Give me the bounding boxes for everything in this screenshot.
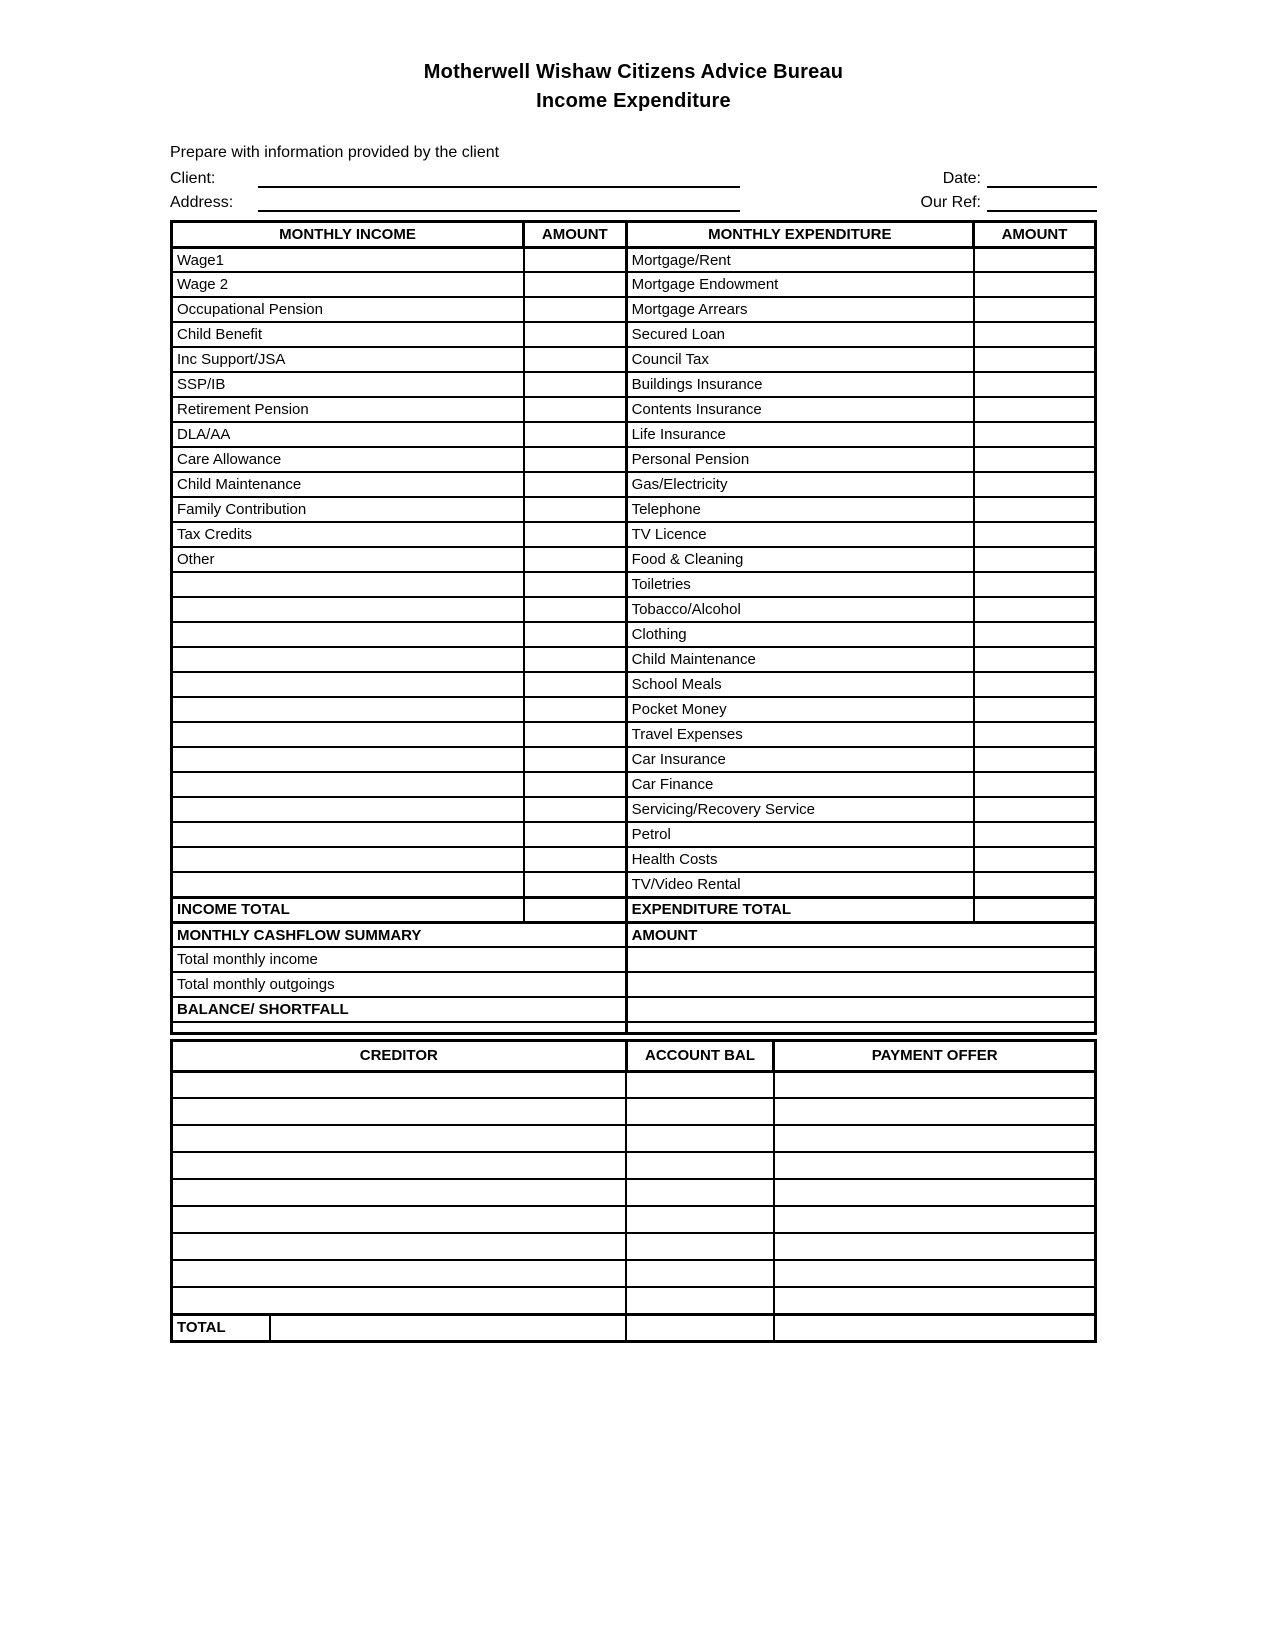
creditor-row (172, 1071, 1096, 1098)
income-total-label: INCOME TOTAL (172, 897, 524, 922)
expenditure-total-amount-cell[interactable] (974, 897, 1096, 922)
date-input-line[interactable] (987, 169, 1097, 188)
summary-row (172, 997, 1096, 1022)
income-label-cell (172, 847, 524, 872)
table-row (172, 747, 1096, 772)
title-line-2: Income Expenditure (536, 90, 731, 112)
table-row (172, 622, 1096, 647)
expenditure-amount-cell[interactable] (974, 547, 1096, 572)
table-row (172, 497, 1096, 522)
income-label-cell (172, 572, 524, 597)
expenditure-amount-cell[interactable] (974, 422, 1096, 447)
creditor-cell[interactable] (172, 1071, 627, 1098)
income-amount-cell[interactable] (524, 647, 627, 672)
monthly-income-header: MONTHLY INCOME (172, 221, 524, 247)
table-row (172, 372, 1096, 397)
summary-row (172, 947, 1096, 972)
balance-shortfall-amount-cell[interactable] (626, 997, 1095, 1022)
our-ref-input-line[interactable] (987, 193, 1097, 212)
income-label-cell: Retirement Pension (172, 397, 524, 422)
income-amount-cell[interactable] (524, 872, 627, 897)
expenditure-label-cell: Council Tax (626, 347, 973, 372)
table-row (172, 647, 1096, 672)
creditor-total-cell[interactable] (270, 1314, 626, 1341)
total-monthly-outgoings-label: Total monthly outgoings (172, 972, 627, 997)
income-amount-cell[interactable] (524, 372, 627, 397)
income-amount-header: AMOUNT (524, 221, 627, 247)
table-row (172, 297, 1096, 322)
income-label-cell (172, 622, 524, 647)
payment-offer-cell[interactable] (774, 1152, 1096, 1179)
income-amount-cell[interactable] (524, 822, 627, 847)
creditor-cell[interactable] (172, 1287, 627, 1314)
expenditure-label-cell: Child Maintenance (626, 647, 973, 672)
document-title (170, 58, 1097, 116)
table-row (172, 697, 1096, 722)
expenditure-label-cell: School Meals (626, 672, 973, 697)
income-amount-cell[interactable] (524, 847, 627, 872)
payment-offer-cell[interactable] (774, 1233, 1096, 1260)
address-input-line[interactable] (258, 193, 740, 212)
payment-offer-cell[interactable] (774, 1206, 1096, 1233)
creditor-total-row (172, 1314, 1096, 1341)
expenditure-amount-cell[interactable] (974, 697, 1096, 722)
income-amount-cell[interactable] (524, 697, 627, 722)
expenditure-label-cell: Food & Cleaning (626, 547, 973, 572)
cashflow-summary-header: MONTHLY CASHFLOW SUMMARY (172, 922, 627, 947)
expenditure-amount-cell[interactable] (974, 447, 1096, 472)
expenditure-amount-cell[interactable] (974, 572, 1096, 597)
income-label-cell (172, 772, 524, 797)
total-monthly-outgoings-amount-cell[interactable] (626, 972, 1095, 997)
expenditure-label-cell: Contents Insurance (626, 397, 973, 422)
income-total-amount-cell[interactable] (524, 897, 627, 922)
creditor-row (172, 1098, 1096, 1125)
expenditure-amount-cell[interactable] (974, 797, 1096, 822)
expenditure-amount-cell[interactable] (974, 622, 1096, 647)
creditor-cell[interactable] (172, 1206, 627, 1233)
expenditure-amount-cell[interactable] (974, 297, 1096, 322)
creditor-header-row (172, 1040, 1096, 1071)
spacer-cell (626, 1022, 1095, 1033)
table-row (172, 397, 1096, 422)
creditor-row (172, 1287, 1096, 1314)
table-row (172, 872, 1096, 897)
income-label-cell: Child Benefit (172, 322, 524, 347)
income-amount-cell[interactable] (524, 672, 627, 697)
table-row (172, 547, 1096, 572)
expenditure-amount-cell[interactable] (974, 347, 1096, 372)
payment-offer-cell[interactable] (774, 1071, 1096, 1098)
expenditure-label-cell: Mortgage Endowment (626, 272, 973, 297)
summary-row (172, 972, 1096, 997)
total-monthly-income-label: Total monthly income (172, 947, 627, 972)
payment-offer-cell[interactable] (774, 1125, 1096, 1152)
expenditure-amount-header: AMOUNT (974, 221, 1096, 247)
table-row (172, 597, 1096, 622)
income-label-cell: Wage1 (172, 247, 524, 272)
income-label-cell: Wage 2 (172, 272, 524, 297)
table-header-row (172, 221, 1096, 247)
expenditure-label-cell: Life Insurance (626, 422, 973, 447)
client-label: Client: (170, 169, 216, 187)
payment-offer-cell[interactable] (774, 1098, 1096, 1125)
income-amount-cell[interactable] (524, 297, 627, 322)
cashflow-summary-header-row (172, 922, 1096, 947)
client-field-row (170, 165, 1097, 188)
income-label-cell: Inc Support/JSA (172, 347, 524, 372)
income-label-cell: Family Contribution (172, 497, 524, 522)
income-label-cell: DLA/AA (172, 422, 524, 447)
date-label: Date: (942, 169, 981, 187)
income-label-cell (172, 597, 524, 622)
expenditure-amount-cell[interactable] (974, 772, 1096, 797)
creditor-cell[interactable] (172, 1152, 627, 1179)
income-amount-cell[interactable] (524, 597, 627, 622)
address-field-row (170, 189, 1097, 212)
expenditure-label-cell: Petrol (626, 822, 973, 847)
income-amount-cell[interactable] (524, 447, 627, 472)
income-label-cell: Child Maintenance (172, 472, 524, 497)
cashflow-amount-header: AMOUNT (626, 922, 1095, 947)
table-row (172, 572, 1096, 597)
payment-offer-cell[interactable] (774, 1287, 1096, 1314)
expenditure-amount-cell[interactable] (974, 472, 1096, 497)
expenditure-amount-cell[interactable] (974, 722, 1096, 747)
account-bal-cell[interactable] (626, 1152, 774, 1179)
expenditure-label-cell: TV Licence (626, 522, 973, 547)
income-label-cell: Occupational Pension (172, 297, 524, 322)
expenditure-amount-cell[interactable] (974, 397, 1096, 422)
address-label: Address: (170, 193, 234, 211)
income-amount-cell[interactable] (524, 472, 627, 497)
creditor-cell[interactable] (172, 1125, 627, 1152)
table-row (172, 272, 1096, 297)
income-expenditure-table (170, 220, 1097, 1035)
account-bal-cell[interactable] (626, 1233, 774, 1260)
table-row (172, 822, 1096, 847)
table-row (172, 322, 1096, 347)
expenditure-amount-cell[interactable] (974, 372, 1096, 397)
expenditure-label-cell: Buildings Insurance (626, 372, 973, 397)
income-label-cell (172, 647, 524, 672)
income-label-cell: Care Allowance (172, 447, 524, 472)
income-amount-cell[interactable] (524, 547, 627, 572)
income-amount-cell[interactable] (524, 497, 627, 522)
expenditure-label-cell: Car Insurance (626, 747, 973, 772)
creditor-cell[interactable] (172, 1098, 627, 1125)
balance-shortfall-label: BALANCE/ SHORTFALL (172, 997, 627, 1022)
account-bal-cell[interactable] (626, 1179, 774, 1206)
expenditure-label-cell: Tobacco/Alcohol (626, 597, 973, 622)
table-row (172, 772, 1096, 797)
creditor-cell[interactable] (172, 1179, 627, 1206)
creditor-row (172, 1125, 1096, 1152)
total-monthly-income-amount-cell[interactable] (626, 947, 1095, 972)
creditor-row (172, 1152, 1096, 1179)
creditor-total-label: TOTAL (172, 1314, 271, 1341)
table-row (172, 347, 1096, 372)
expenditure-amount-cell[interactable] (974, 647, 1096, 672)
table-row (172, 447, 1096, 472)
income-label-cell (172, 722, 524, 747)
expenditure-label-cell: TV/Video Rental (626, 872, 973, 897)
payment-offer-cell[interactable] (774, 1179, 1096, 1206)
income-label-cell: SSP/IB (172, 372, 524, 397)
expenditure-amount-cell[interactable] (974, 672, 1096, 697)
income-amount-cell[interactable] (524, 347, 627, 372)
account-bal-cell[interactable] (626, 1071, 774, 1098)
creditor-row (172, 1233, 1096, 1260)
payment-offer-header: PAYMENT OFFER (774, 1040, 1096, 1071)
expenditure-label-cell: Health Costs (626, 847, 973, 872)
expenditure-amount-cell[interactable] (974, 872, 1096, 897)
income-amount-cell[interactable] (524, 247, 627, 272)
table-row (172, 422, 1096, 447)
income-amount-cell[interactable] (524, 772, 627, 797)
expenditure-amount-cell[interactable] (974, 597, 1096, 622)
expenditure-amount-cell[interactable] (974, 822, 1096, 847)
income-amount-cell[interactable] (524, 322, 627, 347)
spacer-row (172, 1022, 1096, 1033)
payment-offer-cell[interactable] (774, 1260, 1096, 1287)
instruction-text: Prepare with information provided by the client (170, 144, 500, 161)
table-row (172, 522, 1096, 547)
table-row (172, 797, 1096, 822)
creditor-row (172, 1260, 1096, 1287)
income-label-cell: Other (172, 547, 524, 572)
expenditure-label-cell: Pocket Money (626, 697, 973, 722)
income-amount-cell[interactable] (524, 722, 627, 747)
account-bal-header: ACCOUNT BAL (626, 1040, 774, 1071)
income-label-cell (172, 872, 524, 897)
expenditure-label-cell: Toiletries (626, 572, 973, 597)
table-row (172, 672, 1096, 697)
expenditure-amount-cell[interactable] (974, 847, 1096, 872)
expenditure-amount-cell[interactable] (974, 322, 1096, 347)
income-amount-cell[interactable] (524, 422, 627, 447)
monthly-expenditure-header: MONTHLY EXPENDITURE (626, 221, 973, 247)
creditor-row (172, 1206, 1096, 1233)
income-label-cell (172, 697, 524, 722)
expenditure-label-cell: Mortgage/Rent (626, 247, 973, 272)
expenditure-amount-cell[interactable] (974, 247, 1096, 272)
creditor-header: CREDITOR (172, 1040, 627, 1071)
account-bal-cell[interactable] (626, 1206, 774, 1233)
spacer-cell (172, 1022, 627, 1033)
income-label-cell (172, 797, 524, 822)
our-ref-label: Our Ref: (920, 193, 981, 211)
income-label-cell (172, 822, 524, 847)
creditor-cell[interactable] (172, 1260, 627, 1287)
payment-offer-total-cell[interactable] (774, 1314, 1096, 1341)
income-amount-cell[interactable] (524, 747, 627, 772)
totals-row (172, 897, 1096, 922)
account-bal-cell[interactable] (626, 1287, 774, 1314)
creditor-row (172, 1179, 1096, 1206)
income-amount-cell[interactable] (524, 572, 627, 597)
income-amount-cell[interactable] (524, 622, 627, 647)
expenditure-label-cell: Car Finance (626, 772, 973, 797)
creditor-table (170, 1039, 1097, 1343)
expenditure-label-cell: Telephone (626, 497, 973, 522)
account-bal-cell[interactable] (626, 1098, 774, 1125)
title-line-1: Motherwell Wishaw Citizens Advice Bureau (423, 61, 844, 83)
income-amount-cell[interactable] (524, 522, 627, 547)
account-bal-cell[interactable] (626, 1125, 774, 1152)
income-label-cell (172, 672, 524, 697)
expenditure-total-label: EXPENDITURE TOTAL (626, 897, 973, 922)
expenditure-amount-cell[interactable] (974, 522, 1096, 547)
table-row (172, 472, 1096, 497)
income-amount-cell[interactable] (524, 272, 627, 297)
expenditure-label-cell: Secured Loan (626, 322, 973, 347)
expenditure-amount-cell[interactable] (974, 747, 1096, 772)
table-row (172, 247, 1096, 272)
account-bal-cell[interactable] (626, 1260, 774, 1287)
expenditure-label-cell: Gas/Electricity (626, 472, 973, 497)
expenditure-amount-cell[interactable] (974, 497, 1096, 522)
income-label-cell: Tax Credits (172, 522, 524, 547)
expenditure-label-cell: Mortgage Arrears (626, 297, 973, 322)
income-label-cell (172, 747, 524, 772)
account-bal-total-cell[interactable] (626, 1314, 774, 1341)
income-amount-cell[interactable] (524, 797, 627, 822)
expenditure-label-cell: Servicing/Recovery Service (626, 797, 973, 822)
client-input-line[interactable] (258, 169, 740, 188)
expenditure-label-cell: Personal Pension (626, 447, 973, 472)
expenditure-label-cell: Clothing (626, 622, 973, 647)
table-row (172, 722, 1096, 747)
expenditure-amount-cell[interactable] (974, 272, 1096, 297)
expenditure-label-cell: Travel Expenses (626, 722, 973, 747)
table-row (172, 847, 1096, 872)
income-amount-cell[interactable] (524, 397, 627, 422)
creditor-cell[interactable] (172, 1233, 627, 1260)
